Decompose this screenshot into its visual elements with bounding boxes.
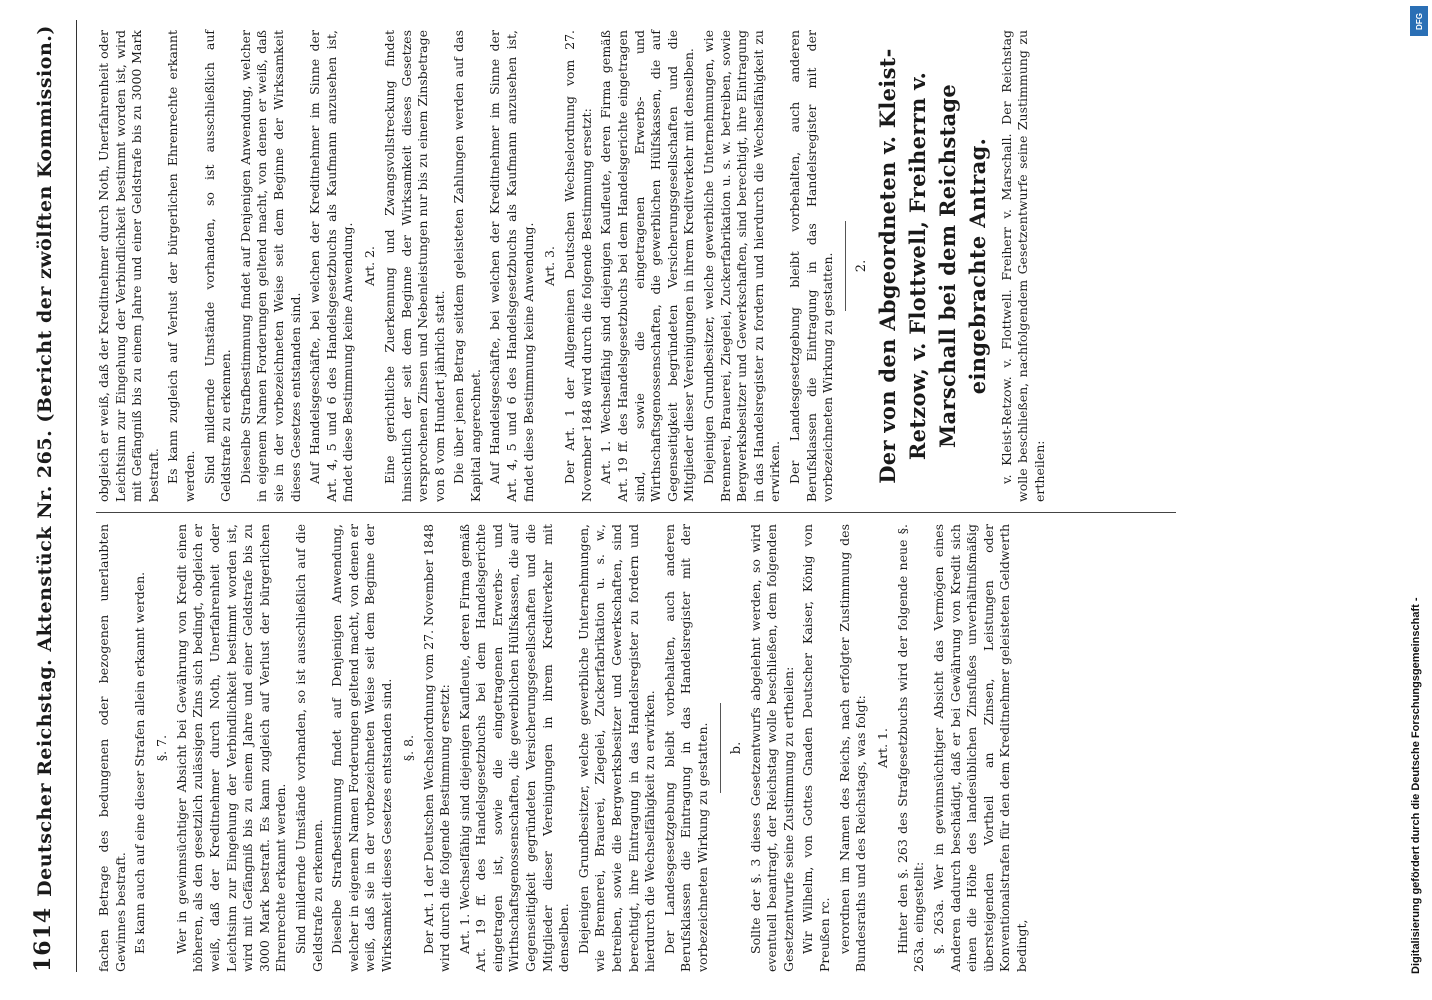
section-rule	[720, 703, 721, 793]
paragraph: Sind mildernde Umstände vorhanden, so ist ausschließlich auf die Geldstrafe zu erkennen.	[292, 524, 325, 972]
paragraph: Art. 1. Wechselfähig sind diejenigen Kaufleute, deren Firma gemäß Art. 19 ff. des Handelsgesetzbuchs bei dem Handelsgerichte eingetragen sind, sowie die eingetragenen Erwerbs- und Wirthschaftsgenossenschaften, die gewerblichen Hülfskassen, die auf Gegenseitigkeit begründeten Versicherungsgesellschaften und die Mitglieder dieser Vereinigungen in ihrem Kreditverkehr mit denselben.	[598, 30, 697, 502]
page-header	[18, 20, 77, 972]
paragraph: v. Kleist-Retzow. v. Flottwell. Freiherr v. Marschall. Der Reichstag wolle beschließen, nachfolgendem Gesetzentwurfe seine Zustimmung zu ertheilen:	[998, 30, 1047, 502]
paragraph: Der Art. 1 der Allgemeinen Deutschen Wechselordnung vom 27. November 1848 wird durch die folgende Bestimmung ersetzt:	[562, 30, 594, 502]
section-heading: Art. 3.	[542, 246, 558, 286]
paragraph: Die über jenen Betrag seitdem geleisteten Zahlungen werden auf das Kapital angerechnet.	[451, 30, 483, 502]
paragraph: Dieselbe Strafbestimmung findet auf Denjenigen Anwendung, welcher in eigenem Namen Forderungen geltend macht, von denen er weiß, daß sie in der vorbezeichneten Weise seit dem Beginne der Wirksamkeit dieses Gesetzes entstanden sind.	[237, 30, 303, 502]
section-heading: Art. 2.	[361, 246, 377, 286]
paragraph: fachen Betrage des bedungenen oder bezogenen unerlaubten Gewinnes bestraft.	[96, 524, 128, 972]
paragraph: Dieselbe Strafbestimmung findet auf Denjenigen Anwendung, welcher in eigenem Namen Forderungen geltend macht, von denen er weiß, daß sie in der vorbezeichneten Weise seit dem Beginne der Wirksamkeit dieses Gesetzes entstanden sind.	[329, 524, 394, 972]
paragraph: Hinter den §. 263 des Strafgesetzbuchs wird der folgende neue §. 263a. eingestellt:	[894, 524, 927, 972]
paragraph: Eine gerichtliche Zuerkennung und Zwangsvollstreckung findet hinsichtlich der seit dem Beginne der Wirksamkeit dieses Gesetzes versprochenen Zinsen und Nebenleistungen nur bis zu einem Zinsbetrage von 8 vom Hundert jährlich statt.	[381, 30, 447, 502]
paragraph: Wer in gewinnsüchtiger Absicht bei Gewährung von Kredit einen höheren, als den gesetzlich zulässigen Zins sich bedingt, obgleich er weiß, daß der Kreditnehmer durch Noth, Unerfahrenheit oder Leichtsinn zur Eingehung der Verbindlichkeit bestimmt worden ist, wird mit Gefängniß bis zu einem Jahre und einer Geldstrafe bis zu 3000 Mark bestraft. Es kann zugleich auf Verlust der bürgerlichen Ehrenrechte erkannt werden.	[173, 524, 289, 972]
running-title: Deutscher Reichstag. Aktenstück Nr. 265. (Bericht der zwölften Kommission.)	[34, 25, 56, 897]
paragraph: verordnen im Namen des Reichs, nach erfolgter Zustimmung des Bundesraths und des Reichstags, was folgt:	[836, 524, 869, 972]
right-text-column	[96, 30, 1246, 502]
paragraph: Auf Handelsgeschäfte, bei welchen der Kreditnehmer im Sinne der Art. 4, 5 und 6 des Handelsgesetzbuchs als Kaufmann anzusehen ist, findet diese Bestimmung keine Anwendung.	[487, 30, 536, 502]
dfg-logo-text: DFG	[1414, 12, 1424, 30]
paragraph: Diejenigen Grundbesitzer, welche gewerbliche Unternehmungen, wie Brennerei, Brauerei, Ziegelei, Zuckerfabrikation u. s. w. betreiben, sowie Bergwerksbesitzer und Gewerkschaften, sind berechtigt, ihre Eintragung in das Handelsregister zu fordern und hierdurch die Wechselfähigkeit zu erwirken.	[701, 30, 783, 502]
paragraph: Wir Wilhelm, von Gottes Gnaden Deutscher Kaiser, König von Preußen rc.	[800, 524, 832, 972]
paragraph: Es kann zugleich auf Verlust der bürgerlichen Ehrenrechte erkannt werden.	[165, 30, 197, 502]
section-label: 2.	[853, 259, 869, 273]
motion-title: Der von den Abgeordneten v. Kleist-Retzow, v. Flottwell, Freiherrn v. Marschall bei dem Reichstage eingebrachte Antrag.	[874, 48, 990, 484]
paragraph: Sind mildernde Umstände vorhanden, so ist ausschließlich auf Geldstrafe zu erkennen.	[201, 30, 234, 502]
paragraph: Der Landesgesetzgebung bleibt vorbehalten, auch anderen Berufsklassen die Eintragung in das Handelsregister mit der vorbezeichneten Wirkung zu gestatten.	[661, 524, 710, 972]
paragraph: Der Art. 1 der Deutschen Wechselordnung vom 27. November 1848 wird durch die folgende Bestimmung ersetzt:	[420, 524, 453, 972]
dfg-logo	[1410, 6, 1428, 36]
left-text-column	[96, 524, 1156, 972]
section-heading: §. 7.	[153, 734, 169, 762]
section-rule	[845, 221, 846, 311]
paragraph: Diejenigen Grundbesitzer, welche gewerbliche Unternehmungen, wie Brennerei, Brauerei, Ziegelei, Zuckerfabrikation u. s. w., betreiben, sowie die Bergwerksbesitzer und Gewerkschaften, sind berechtigt, ihre Eintragung in das Handelsregister zu fordern und hierdurch die Wechselfähigkeit zu erwirken.	[575, 524, 658, 972]
section-heading: Art. 1.	[874, 728, 890, 768]
digitization-credit: Digitalisierung gefördert durch die Deutsche Forschungsgemeinschaft -	[1410, 597, 1422, 974]
paragraph: Sollte der §. 3 dieses Gesetzentwurfs abgelehnt werden, so wird eventuell beantragt, der Reichstag wolle beschließen, dem folgenden Gesetzentwurfe seine Zustimmung zu ertheilen:	[747, 524, 796, 972]
paragraph: Es kann auch auf eine dieser Strafen allein erkannt werden.	[132, 571, 148, 954]
section-heading: §. 8.	[400, 734, 416, 762]
paragraph: §. 263a. Wer in gewinnsüchtiger Absicht das Vermögen eines Anderen dadurch beschädigt, daß er bei Gewährung von Kredit sich einen die Höhe des landesüblichen Zinsfußes unverhältnißmäßig übersteigenden Vortheil an Zinsen, Leistungen oder Konventionalstrafen für den dem Kreditnehmer geleisteten Geldwerth bedingt,	[930, 524, 1029, 972]
paragraph: obgleich er weiß, daß der Kreditnehmer durch Noth, Unerfahrenheit oder Leichtsinn zur Eingehung der Verbindlichkeit bestimmt worden ist, wird mit Gefängniß bis zu einem Jahre und einer Geldstrafe bis zu 3000 Mark bestraft.	[96, 30, 161, 502]
paragraph: Auf Handelsgeschäfte, bei welchen der Kreditnehmer im Sinne der Art. 4, 5 und 6 des Handelsgesetzbuchs als Kaufmann anzusehen ist, findet diese Bestimmung keine Anwendung.	[307, 30, 356, 502]
paragraph: Der Landesgesetzgebung bleibt vorbehalten, auch anderen Berufsklassen die Eintragung in das Handelsregister mit der vorbezeichneten Wirkung zu gestatten.	[786, 30, 836, 502]
digitization-note	[1406, 0, 1432, 1000]
page-number: 1614	[30, 906, 56, 972]
paragraph: Art. 1. Wechselfähig sind diejenigen Kaufleute, deren Firma gemäß Art. 19 ff. des Handelsgesetzbuchs bei dem Handelsgerichte eingetragen ist, sowie die eingetragenen Erwerbs- und Wirthschaftsgenossenschaften, die gewerblichen Hülfskassen, die auf Gegenseitigkeit gegründeten Versicherungsgesellschaften und die Mitglieder dieser Vereinigungen in ihrem Kreditverkehr mit denselben.	[456, 524, 572, 972]
section-label: b.	[728, 741, 744, 755]
column-divider	[96, 512, 1176, 513]
